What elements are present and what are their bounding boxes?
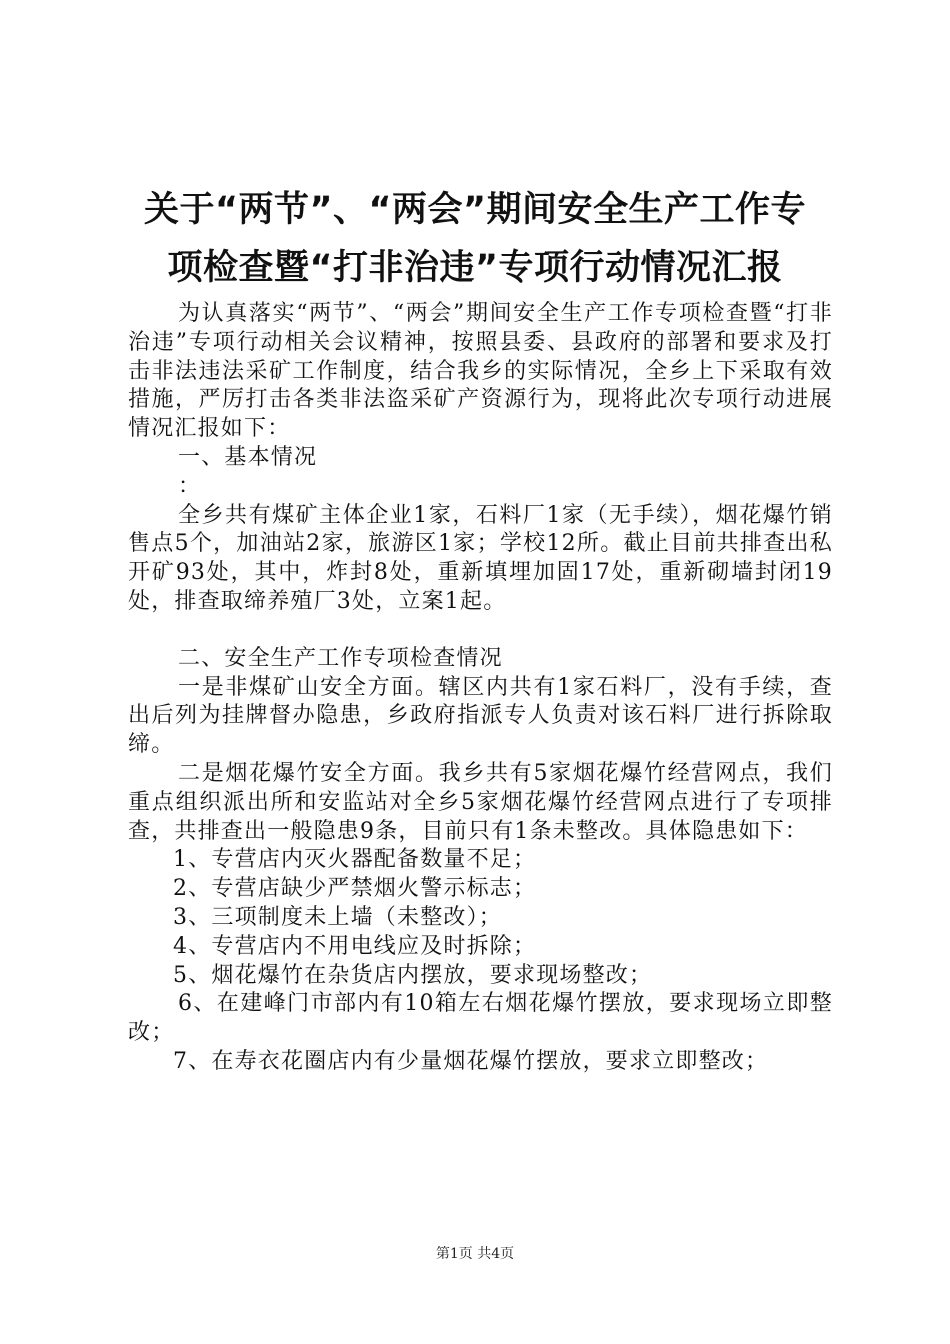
document-title-line-2: 项检查暨“打非治违”专项行动情况汇报 xyxy=(167,248,783,288)
hazard-item: 2、专营店缺少严禁烟火警示标志； xyxy=(173,876,537,902)
hazard-item: 7、在寿衣花圈店内有少量烟花爆竹摆放，要求立即整改； xyxy=(173,1048,769,1074)
page-number-footer: 第1页 共4页 xyxy=(435,1246,515,1262)
hazard-item: 5、烟花爆竹在杂货店内摆放，要求现场整改； xyxy=(173,962,653,988)
document-body xyxy=(128,300,833,1077)
hazard-item: 4、专营店内不用电线应及时拆除； xyxy=(173,933,537,959)
paragraph-gap xyxy=(128,617,833,645)
hazard-item: 3、三项制度未上墙（未整改）； xyxy=(173,904,502,930)
hazard-item: 6、在建峰门市部内有10箱左右烟花爆竹摆放，要求现场立即整改； xyxy=(128,991,833,1046)
non-coal-mine-paragraph: 一是非煤矿山安全方面。辖区内共有1家石料厂，没有手续，查出后列为挂牌督办隐患，乡政府指派专人负责对该石料厂进行拆除取缔。 xyxy=(128,674,833,758)
fireworks-paragraph: 二是烟花爆竹安全方面。我乡共有5家烟花爆竹经营网点，我们重点组织派出所和安监站对全乡5家烟花爆竹经营网点进行了专项排查，共排查出一般隐患9条，目前只有1条未整改。具体隐患如下： xyxy=(128,760,833,844)
section-heading-basic: 一、基本情况 xyxy=(178,444,318,470)
intro-paragraph: 为认真落实“两节”、“两会”期间安全生产工作专项检查暨“打非治违”专项行动相关会议精神，按照县委、县政府的部署和要求及打击非法违法采矿工作制度，结合我乡的实际情况，全乡上下采取有效措施，严厉打击各类非法盗采矿产资源行为，现将此次专项行动进展情况汇报如下： xyxy=(128,301,833,442)
basic-info-paragraph: 全乡共有煤矿主体企业1家，石料厂1家（无手续），烟花爆竹销售点5个，加油站2家，旅游区1家；学校12所。截止目前共排查出私开矿93处，其中，炸封8处，重新填埋加固17处，重新砌墙封闭19处，排查取缔养殖厂3处，立案1起。 xyxy=(128,502,833,614)
colon-line: ： xyxy=(178,473,202,499)
document-title-line-1: 关于“两节”、“两会”期间安全生产工作专 xyxy=(143,190,806,230)
hazard-item: 1、专营店内灭火器配备数量不足； xyxy=(173,847,537,873)
section-heading-inspection: 二、安全生产工作专项检查情况 xyxy=(178,645,503,671)
